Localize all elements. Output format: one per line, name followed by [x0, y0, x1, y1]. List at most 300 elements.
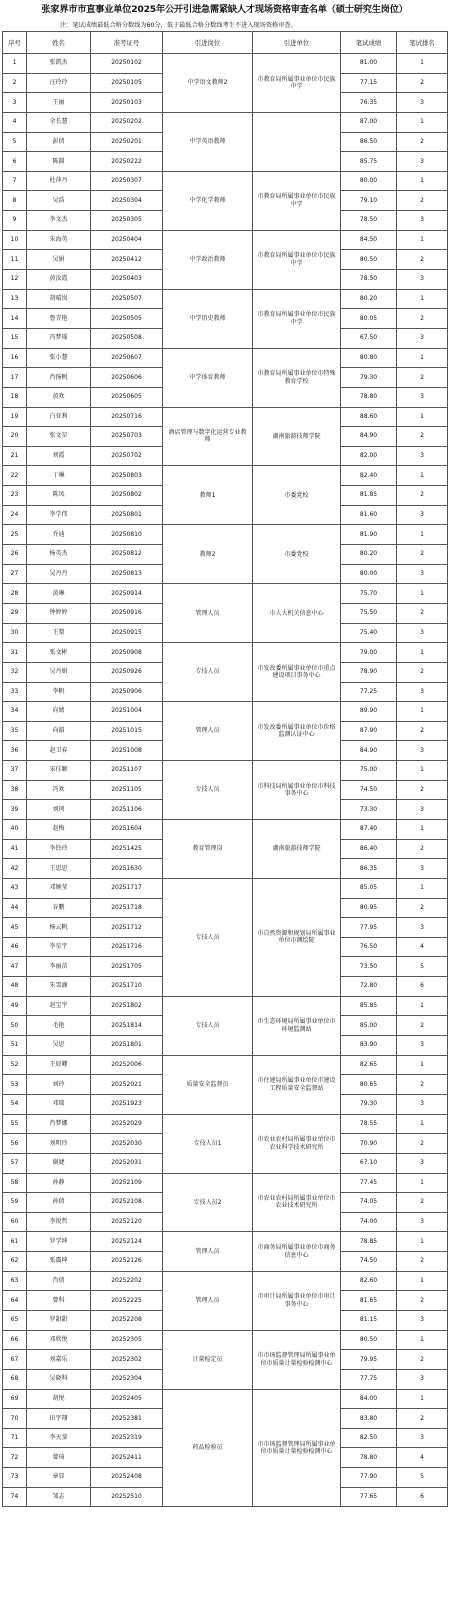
cell-rank: 3: [397, 1036, 448, 1056]
table-row: [3, 1114, 448, 1134]
cell-unit: 市农业农村局所属事业单位市农业技术研究所: [253, 1173, 341, 1232]
cell-name: 张凯杰: [27, 54, 91, 74]
cell-index: 16: [3, 348, 27, 368]
cell-post: 质量安全监督员: [163, 1055, 253, 1114]
cell-rank: 3: [397, 1369, 448, 1389]
header-score: 笔试成绩: [341, 32, 397, 54]
cell-ticket: 20251712: [91, 918, 163, 938]
cell-name: 黄汝霞: [27, 270, 91, 290]
cell-index: 44: [3, 898, 27, 918]
cell-score: 75.00: [341, 761, 397, 781]
cell-score: 81.15: [341, 1311, 397, 1331]
cell-post: 中学历史教师: [163, 289, 253, 348]
cell-ticket: 20250926: [91, 662, 163, 682]
cell-index: 65: [3, 1311, 27, 1331]
cell-ticket: 20252202: [91, 1271, 163, 1291]
cell-unit: 市科技局所属事业单位市科技事务中心: [253, 761, 341, 820]
cell-index: 50: [3, 1016, 27, 1036]
cell-name: 乔迪: [27, 525, 91, 545]
cell-rank: 1: [397, 702, 448, 722]
cell-name: 刘珂: [27, 800, 91, 820]
cell-ticket: 20250103: [91, 93, 163, 113]
cell-rank: 1: [397, 1271, 448, 1291]
cell-score: 67.10: [341, 1153, 397, 1173]
cell-unit: 市商务局所属事业单位市商务信息中心: [253, 1232, 341, 1271]
cell-ticket: 20251630: [91, 859, 163, 879]
cell-score: 76.50: [341, 937, 397, 957]
table-row: [3, 761, 448, 781]
cell-ticket: 20251604: [91, 819, 163, 839]
table-body: [3, 54, 448, 1507]
cell-index: 55: [3, 1114, 27, 1134]
cell-score: 73.30: [341, 800, 397, 820]
cell-name: 刘嘉乐: [27, 1350, 91, 1370]
header-rank: 笔试排名: [397, 32, 448, 54]
cell-rank: 2: [397, 1252, 448, 1272]
cell-name: 李锐哲: [27, 1212, 91, 1232]
cell-score: 75.40: [341, 623, 397, 643]
cell-score: 80.20: [341, 545, 397, 565]
cell-name: 邹志: [27, 1487, 91, 1507]
cell-ticket: 20251107: [91, 761, 163, 781]
cell-ticket: 20250916: [91, 603, 163, 623]
cell-name: 刘明玲: [27, 1134, 91, 1154]
cell-ticket: 20250222: [91, 152, 163, 172]
cell-rank: 2: [397, 898, 448, 918]
table-row: [3, 1330, 448, 1350]
cell-name: 吴娟: [27, 250, 91, 270]
cell-rank: 1: [397, 1114, 448, 1134]
cell-ticket: 20251106: [91, 800, 163, 820]
cell-rank: 1: [397, 584, 448, 604]
cell-score: 80.80: [341, 348, 397, 368]
cell-score: 85.00: [341, 1016, 397, 1036]
cell-index: 72: [3, 1448, 27, 1468]
cell-index: 54: [3, 1094, 27, 1114]
cell-score: 84.50: [341, 230, 397, 250]
cell-unit: 市教育局所属事业单位市特殊教育学校: [253, 348, 341, 407]
cell-name: 吴丹丹: [27, 564, 91, 584]
cell-rank: 3: [397, 859, 448, 879]
cell-name: 张文星: [27, 427, 91, 447]
cell-index: 9: [3, 211, 27, 231]
cell-rank: 1: [397, 1330, 448, 1350]
cell-index: 26: [3, 545, 27, 565]
cell-index: 61: [3, 1232, 27, 1252]
cell-name: 李学伟: [27, 505, 91, 525]
cell-index: 27: [3, 564, 27, 584]
table-row: [3, 112, 448, 132]
cell-post: 专技人员: [163, 996, 253, 1055]
cell-rank: 2: [397, 368, 448, 388]
cell-index: 3: [3, 93, 27, 113]
cell-ticket: 20250307: [91, 171, 163, 191]
cell-ticket: 20250102: [91, 54, 163, 74]
cell-unit: [253, 112, 341, 171]
cell-score: 76.35: [341, 93, 397, 113]
cell-name: 李帆: [27, 682, 91, 702]
cell-name: 吴丹娟: [27, 662, 91, 682]
cell-ticket: 20250810: [91, 525, 163, 545]
cell-ticket: 20252029: [91, 1114, 163, 1134]
cell-index: 40: [3, 819, 27, 839]
cell-rank: 3: [397, 446, 448, 466]
table-row: [3, 230, 448, 250]
cell-index: 51: [3, 1036, 27, 1056]
cell-index: 68: [3, 1369, 27, 1389]
cell-rank: 3: [397, 1094, 448, 1114]
cell-post: 管理人员: [163, 584, 253, 643]
cell-unit: 市市场监督管理局所属事业单位市质量计量检验检测中心: [253, 1330, 341, 1389]
cell-index: 62: [3, 1252, 27, 1272]
cell-name: 罗甜甜: [27, 1311, 91, 1331]
cell-post: 教育管理岗: [163, 819, 253, 878]
cell-ticket: 20251718: [91, 898, 163, 918]
cell-index: 53: [3, 1075, 27, 1095]
cell-post: 中学英语教师: [163, 112, 253, 171]
cell-index: 35: [3, 721, 27, 741]
table-row: [3, 289, 448, 309]
cell-post: 专技人员1: [163, 1114, 253, 1173]
cell-index: 31: [3, 643, 27, 663]
cell-name: 张震坤: [27, 1252, 91, 1272]
cell-name: 邓婉莹: [27, 878, 91, 898]
cell-index: 1: [3, 54, 27, 74]
cell-score: 84.90: [341, 741, 397, 761]
cell-name: 白亚利: [27, 407, 91, 427]
page-title: 张家界市市直事业单位2025年公开引进急需紧缺人才现场资格审查名单（硕士研究生岗位）: [41, 4, 408, 15]
cell-name: 黄琳: [27, 584, 91, 604]
cell-score: 87.90: [341, 721, 397, 741]
cell-name: 王思思: [27, 859, 91, 879]
cell-index: 38: [3, 780, 27, 800]
cell-index: 7: [3, 171, 27, 191]
cell-post: 中学政治教师: [163, 230, 253, 289]
cell-name: 毛艳: [27, 1016, 91, 1036]
header-index: 序号: [3, 32, 27, 54]
cell-name: 李丽苗: [27, 957, 91, 977]
cell-rank: 2: [397, 721, 448, 741]
cell-index: 49: [3, 996, 27, 1016]
cell-post: 管理人员: [163, 702, 253, 761]
cell-rank: 6: [397, 1487, 448, 1507]
cell-ticket: 20252302: [91, 1350, 163, 1370]
cell-name: 向湄: [27, 721, 91, 741]
cell-rank: 4: [397, 937, 448, 957]
cell-score: 78.55: [341, 1114, 397, 1134]
cell-name: 王梨: [27, 623, 91, 643]
cell-ticket: 20251008: [91, 741, 163, 761]
cell-name: 张小慧: [27, 348, 91, 368]
cell-rank: 3: [397, 152, 448, 172]
table-row: [3, 525, 448, 545]
cell-score: 81.90: [341, 525, 397, 545]
cell-score: 87.00: [341, 112, 397, 132]
cell-score: 77.45: [341, 1173, 397, 1193]
cell-ticket: 20252120: [91, 1212, 163, 1232]
cell-rank: 2: [397, 1409, 448, 1429]
cell-score: 82.50: [341, 1428, 397, 1448]
cell-ticket: 20252408: [91, 1468, 163, 1488]
cell-index: 24: [3, 505, 27, 525]
cell-ticket: 20250605: [91, 387, 163, 407]
cell-unit: 市人大机关信息中心: [253, 584, 341, 643]
cell-ticket: 20251923: [91, 1094, 163, 1114]
cell-score: 75.50: [341, 603, 397, 623]
cell-score: 78.80: [341, 1448, 397, 1468]
cell-unit: 市教育局所属事业单位市民族中学: [253, 171, 341, 230]
cell-rank: 3: [397, 741, 448, 761]
cell-ticket: 20250801: [91, 505, 163, 525]
cell-rank: 2: [397, 1134, 448, 1154]
cell-rank: 1: [397, 1389, 448, 1409]
cell-ticket: 20251015: [91, 721, 163, 741]
cell-score: 77.15: [341, 73, 397, 93]
cell-index: 11: [3, 250, 27, 270]
cell-index: 45: [3, 918, 27, 938]
table-header-row: [3, 32, 448, 54]
table-row: [3, 466, 448, 486]
cell-rank: 4: [397, 1448, 448, 1468]
cell-ticket: 20250703: [91, 427, 163, 447]
cell-ticket: 20251801: [91, 1036, 163, 1056]
cell-rank: 3: [397, 93, 448, 113]
table-row: [3, 348, 448, 368]
cell-ticket: 20252030: [91, 1134, 163, 1154]
cell-rank: 1: [397, 761, 448, 781]
cell-unit: 湖南旅游技师学院: [253, 819, 341, 878]
cell-index: 22: [3, 466, 27, 486]
cell-unit: 市发改委所属事业单位市重点建设项目事务中心: [253, 643, 341, 702]
cell-index: 46: [3, 937, 27, 957]
cell-post: 专技人员: [163, 643, 253, 702]
cell-index: 41: [3, 839, 27, 859]
cell-ticket: 20250716: [91, 407, 163, 427]
cell-ticket: 20251004: [91, 702, 163, 722]
cell-ticket: 20250403: [91, 270, 163, 290]
cell-index: 15: [3, 328, 27, 348]
cell-index: 58: [3, 1173, 27, 1193]
cell-rank: 1: [397, 1232, 448, 1252]
cell-name: 张文彬: [27, 643, 91, 663]
table-row: [3, 819, 448, 839]
cell-index: 17: [3, 368, 27, 388]
cell-ticket: 20250304: [91, 191, 163, 211]
cell-score: 80.20: [341, 289, 397, 309]
cell-rank: 2: [397, 132, 448, 152]
table-row: [3, 878, 448, 898]
cell-name: 王辰卿: [27, 1055, 91, 1075]
cell-name: 孙静: [27, 1173, 91, 1193]
cell-post: 中学化学教师: [163, 171, 253, 230]
cell-ticket: 20250507: [91, 289, 163, 309]
cell-ticket: 20251710: [91, 977, 163, 997]
table-row: [3, 643, 448, 663]
cell-ticket: 20250813: [91, 564, 163, 584]
cell-ticket: 20251814: [91, 1016, 163, 1036]
cell-score: 84.00: [341, 1389, 397, 1409]
cell-index: 48: [3, 977, 27, 997]
cell-index: 67: [3, 1350, 27, 1370]
cell-ticket: 20252021: [91, 1075, 163, 1095]
cell-rank: 2: [397, 780, 448, 800]
cell-ticket: 20252225: [91, 1291, 163, 1311]
cell-name: 刘玲: [27, 1075, 91, 1095]
cell-ticket: 20252108: [91, 1193, 163, 1213]
cell-index: 34: [3, 702, 27, 722]
cell-index: 28: [3, 584, 27, 604]
cell-post: 专技人员2: [163, 1173, 253, 1232]
cell-name: 李星宇: [27, 937, 91, 957]
cell-unit: 市自然资源和规划局所属事业单位市测绘院: [253, 878, 341, 996]
cell-rank: 6: [397, 977, 448, 997]
cell-rank: 1: [397, 289, 448, 309]
cell-ticket: 20250505: [91, 309, 163, 329]
cell-index: 39: [3, 800, 27, 820]
table-row: [3, 1232, 448, 1252]
cell-index: 18: [3, 387, 27, 407]
cell-score: 82.65: [341, 1055, 397, 1075]
cell-post: 教师1: [163, 466, 253, 525]
cell-post: 药品检验员: [163, 1389, 253, 1507]
cell-name: 宋佳颖: [27, 761, 91, 781]
cell-score: 80.50: [341, 1330, 397, 1350]
cell-ticket: 20250201: [91, 132, 163, 152]
cell-rank: 1: [397, 112, 448, 132]
cell-ticket: 20252411: [91, 1448, 163, 1468]
cell-ticket: 20251105: [91, 780, 163, 800]
cell-name: 邓瑞: [27, 1094, 91, 1114]
header-name: 姓名: [27, 32, 91, 54]
cell-index: 6: [3, 152, 27, 172]
cell-score: 85.85: [341, 996, 397, 1016]
cell-rank: 3: [397, 328, 448, 348]
cell-name: 曾琦: [27, 1448, 91, 1468]
cell-ticket: 20252031: [91, 1153, 163, 1173]
cell-ticket: 20252109: [91, 1173, 163, 1193]
cell-name: 冯梦瑶: [27, 328, 91, 348]
cell-rank: 3: [397, 918, 448, 938]
cell-rank: 3: [397, 387, 448, 407]
cell-name: 陈凤: [27, 486, 91, 506]
cell-index: 12: [3, 270, 27, 290]
cell-rank: 1: [397, 54, 448, 74]
cell-index: 73: [3, 1468, 27, 1488]
cell-rank: 3: [397, 682, 448, 702]
cell-index: 5: [3, 132, 27, 152]
cell-name: 彭倩: [27, 132, 91, 152]
cell-score: 78.50: [341, 211, 397, 231]
cell-score: 89.90: [341, 702, 397, 722]
cell-rank: 5: [397, 957, 448, 977]
table-row: [3, 584, 448, 604]
cell-post: 专技人员: [163, 878, 253, 996]
cell-index: 70: [3, 1409, 27, 1429]
cell-rank: 2: [397, 427, 448, 447]
cell-score: 79.00: [341, 643, 397, 663]
cell-ticket: 20252006: [91, 1055, 163, 1075]
cell-score: 80.05: [341, 309, 397, 329]
cell-score: 78.50: [341, 270, 397, 290]
cell-unit: 市教育局所属事业单位市民族中学: [253, 230, 341, 289]
cell-score: 81.60: [341, 505, 397, 525]
cell-index: 69: [3, 1389, 27, 1409]
cell-rank: 1: [397, 1055, 448, 1075]
cell-name: 肖梦娜: [27, 1114, 91, 1134]
cell-name: 朱雪滴: [27, 977, 91, 997]
cell-name: 邓欣悦: [27, 1330, 91, 1350]
cell-index: 4: [3, 112, 27, 132]
cell-ticket: 20250803: [91, 466, 163, 486]
cell-score: 81.85: [341, 486, 397, 506]
cell-index: 63: [3, 1271, 27, 1291]
cell-rank: 1: [397, 407, 448, 427]
cell-name: 王丽: [27, 93, 91, 113]
cell-ticket: 20250702: [91, 446, 163, 466]
cell-rank: 1: [397, 878, 448, 898]
cell-rank: 5: [397, 1468, 448, 1488]
cell-rank: 2: [397, 309, 448, 329]
cell-score: 78.85: [341, 1232, 397, 1252]
cell-name: 丁琳: [27, 466, 91, 486]
cell-index: 47: [3, 957, 27, 977]
cell-rank: 3: [397, 1428, 448, 1448]
cell-index: 52: [3, 1055, 27, 1075]
cell-unit: 市住建局所属事业单位市建设工程质量安全监督站: [253, 1055, 341, 1114]
cell-ticket: 20251716: [91, 937, 163, 957]
cell-unit: 市教育局所属事业单位市民族中学: [253, 54, 341, 113]
table-row: [3, 1055, 448, 1075]
table-row: [3, 171, 448, 191]
cell-ticket: 20250906: [91, 682, 163, 702]
cell-ticket: 20250915: [91, 623, 163, 643]
cell-index: 66: [3, 1330, 27, 1350]
cell-post: 专技人员: [163, 761, 253, 820]
cell-score: 80.00: [341, 171, 397, 191]
cell-score: 86.40: [341, 839, 397, 859]
cell-unit: 市发改委所属事业单位市价格监测认证中心: [253, 702, 341, 761]
cell-name: 向婧: [27, 702, 91, 722]
cell-rank: 1: [397, 819, 448, 839]
cell-name: 田宇翔: [27, 1409, 91, 1429]
cell-rank: 2: [397, 545, 448, 565]
cell-score: 75.70: [341, 584, 397, 604]
cell-name: 李文杰: [27, 211, 91, 231]
cell-ticket: 20250412: [91, 250, 163, 270]
cell-index: 36: [3, 741, 27, 761]
cell-index: 2: [3, 73, 27, 93]
cell-ticket: 20252124: [91, 1232, 163, 1252]
cell-score: 80.00: [341, 564, 397, 584]
cell-index: 13: [3, 289, 27, 309]
cell-rank: 1: [397, 171, 448, 191]
cell-ticket: 20250305: [91, 211, 163, 231]
cell-rank: 1: [397, 643, 448, 663]
cell-name: 杜萍丹: [27, 171, 91, 191]
cell-score: 74.05: [341, 1193, 397, 1213]
cell-name: 罗学坤: [27, 1232, 91, 1252]
cell-score: 80.65: [341, 1075, 397, 1095]
cell-score: 72.80: [341, 977, 397, 997]
cell-rank: 2: [397, 1193, 448, 1213]
cell-rank: 3: [397, 623, 448, 643]
cell-score: 74.00: [341, 1212, 397, 1232]
cell-rank: 2: [397, 1291, 448, 1311]
cell-name: 曾科: [27, 1291, 91, 1311]
cell-name: 钟婷婷: [27, 603, 91, 623]
cell-name: 孙倩: [27, 1193, 91, 1213]
cell-ticket: 20251717: [91, 878, 163, 898]
